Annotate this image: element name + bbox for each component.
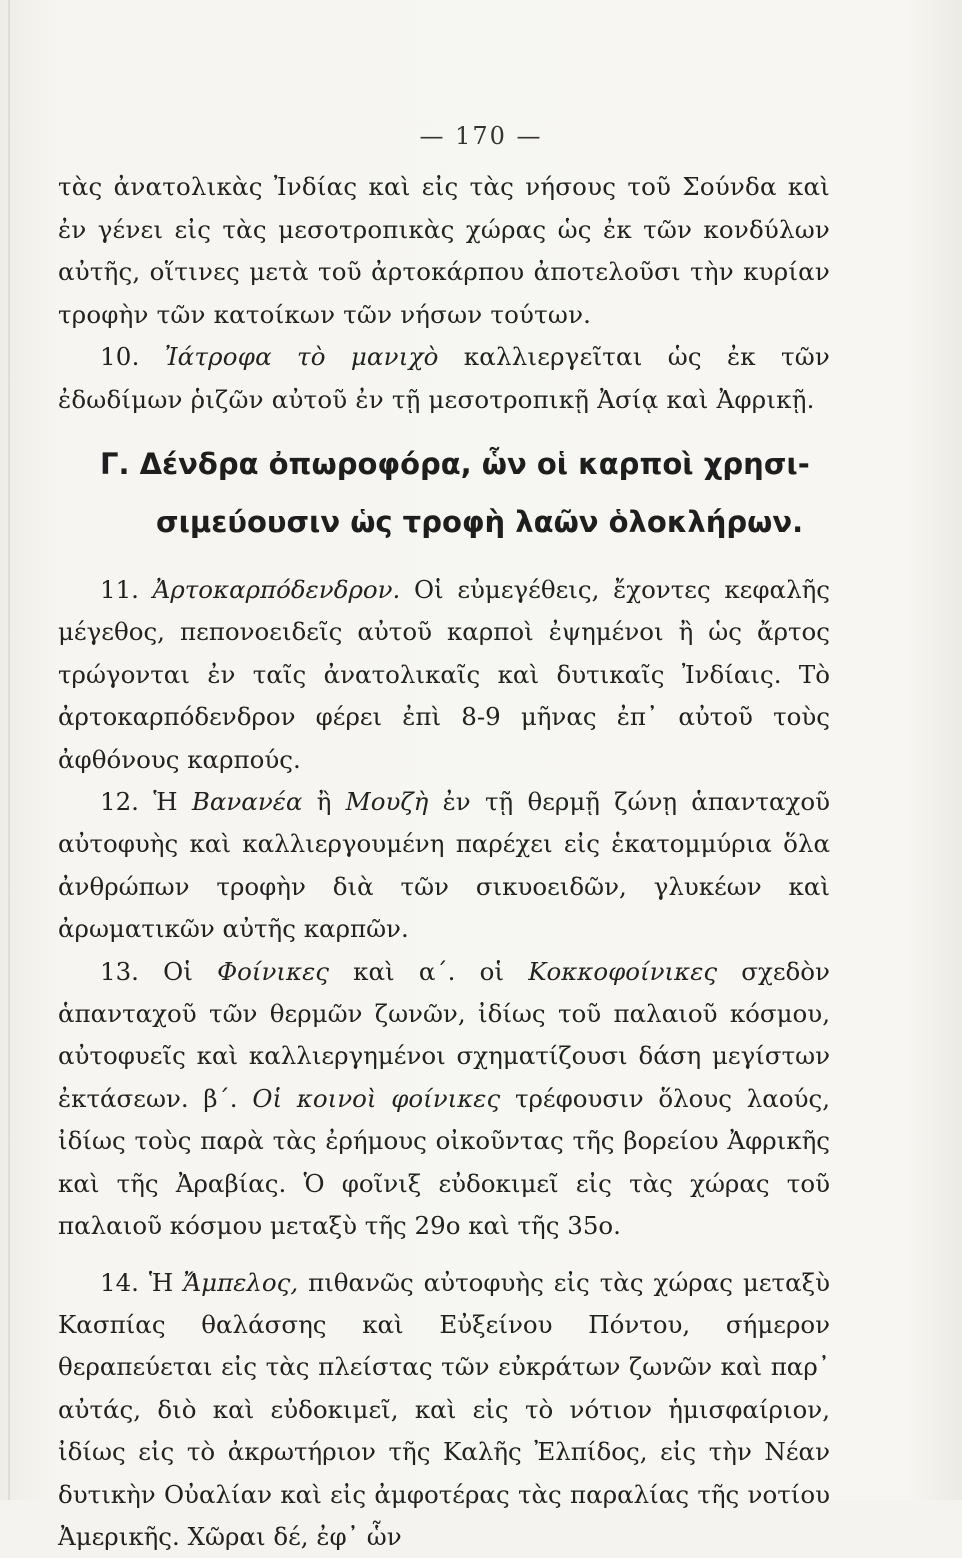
item-14-name: Ἄμπελος,: [183, 1268, 298, 1297]
section-heading-line2: σιμεύουσιν ὡς τροφὴ λαῶν ὁλοκλήρων.: [100, 493, 840, 551]
item-10-name: Ἰάτροφα τὸ μανιχὸ: [165, 342, 439, 371]
item-13-text2: τρέφουσιν ὅλους λαούς, ἰδίως τοὺς παρὰ τὰς ἐρήμους οἰκοῦντας τῆς βορείου Ἀφρικῆς καὶ τῆς Ἀραβίας. Ὁ φοῖνιξ εὐδοκιμεῖ εἰς τὰς χώρας τοῦ παλαιοῦ κόσμου μεταξὺ τῆς 29ο καὶ τῆς 35ο.: [58, 1084, 830, 1240]
item-14-pre: Ἡ: [149, 1268, 173, 1297]
item-13: [58, 951, 830, 1248]
item-13-name3: Οἱ κοινοὶ φοίνικες: [252, 1084, 500, 1113]
item-12-number: 12.: [100, 787, 139, 816]
item-12-mid: ἢ: [317, 787, 332, 816]
item-13-mid: καὶ α΄. οἱ: [353, 957, 504, 986]
item-11-text: Οἱ εὐμεγέθεις, ἔχοντες κεφαλῆς μέγεθος, πεπονοειδεῖς αὐτοῦ καρποὶ ἐψημένοι ἢ ὡς ἄρτος τρώγονται ἐν ταῖς ἀνατολικαῖς καὶ δυτικαῖς Ἰνδίαις. Τὸ ἀρτοκαρπόδενδρον φέρει ἐπὶ 8-9 μῆνας ἐπ᾽ αὐτοῦ τοὺς ἀφθόνους καρπούς.: [58, 575, 830, 774]
body-text-top: [58, 166, 830, 421]
item-10-text: καλλιεργεῖται ὡς ἐκ τῶν ἐδωδίμων ῥιζῶν αὐτοῦ ἐν τῇ μεσοτροπικῇ Ἀσίᾳ καὶ Ἀφρικῇ.: [58, 342, 830, 414]
item-14: [58, 1262, 830, 1558]
item-14-text: πιθανῶς αὐτοφυὴς εἰς τὰς χώρας μεταξὺ Κασπίας θαλάσσης καὶ Εὐξείνου Πόντου, σήμερον θεραπεύεται εἰς τὰς πλείστας τῶν εὐκράτων ζωνῶν καὶ παρ᾽ αὐτάς, διὸ καὶ εὐδοκιμεῖ, καὶ εἰς τὸ νότιον ἡμισφαίριον, ἰδίως εἰς τὸ ἀκρωτήριον τῆς Καλῆς Ἐλπίδος, εἰς τὴν Νέαν δυτικὴν Οὐαλίαν καὶ εἰς ἀμφοτέρας τὰς παραλίας τῆς νοτίου Ἀμερικῆς. Χῶραι δέ, ἐφ᾽ ὧν: [58, 1268, 830, 1551]
item-12: [58, 781, 830, 951]
item-14-number: 14.: [100, 1268, 139, 1297]
item-12-pre: Ἡ: [153, 787, 177, 816]
section-heading: [100, 435, 840, 551]
item-10: [58, 336, 830, 421]
intro-paragraph: τὰς ἀνατολικὰς Ἰνδίας καὶ εἰς τὰς νήσους τοῦ Σούνδα καὶ ἐν γένει εἰς τὰς μεσοτροπικὰς χώρας ὡς ἐκ τῶν κονδύλων αὐτῆς, οἵτινες μετὰ τοῦ ἀρτοκάρπου ἀποτελοῦσι τὴν κυρίαν τροφὴν τῶν κατοίκων τῶν νήσων τούτων.: [58, 166, 830, 336]
item-11: [58, 569, 830, 781]
item-11-number: 11.: [100, 575, 139, 604]
item-13-name2: Κοκκοφοίνικες: [528, 957, 717, 986]
body-text-bottom: [58, 569, 830, 1558]
item-13-name1: Φοίνικες: [217, 957, 329, 986]
item-12-name2: Μουζὴ: [346, 787, 429, 816]
item-13-number: 13.: [100, 957, 139, 986]
item-12-text: ἐν τῇ θερμῇ ζώνῃ ἁπανταχοῦ αὐτοφυὴς καὶ καλλιεργουμένη παρέχει εἰς ἑκατομμύρια ὅλα ἀνθρώπων τροφὴν διὰ τῶν σικυοειδῶν, γλυκέων καὶ ἀρωματικῶν αὐτῆς καρπῶν.: [58, 787, 830, 943]
section-heading-line1: Γ. Δένδρα ὀπωροφόρα, ὧν οἱ καρποὶ χρησι-: [100, 447, 810, 481]
item-13-text1: σχεδὸν ἁπανταχοῦ τῶν θερμῶν ζωνῶν, ἰδίως τοῦ παλαιοῦ κόσμου, αὐτοφυεῖς καὶ καλλιεργημένοι σχηματίζουσι δάση μεγίστων ἐκτάσεων. β΄.: [58, 957, 830, 1113]
page-number: — 170 —: [0, 122, 962, 150]
page-edge: [8, 0, 10, 1500]
item-12-name1: Βανανέα: [192, 787, 303, 816]
item-13-pre: Οἱ: [163, 957, 193, 986]
item-11-name: Ἀρτοκαρπόδενδρον.: [153, 575, 401, 604]
item-10-number: 10.: [100, 342, 140, 371]
